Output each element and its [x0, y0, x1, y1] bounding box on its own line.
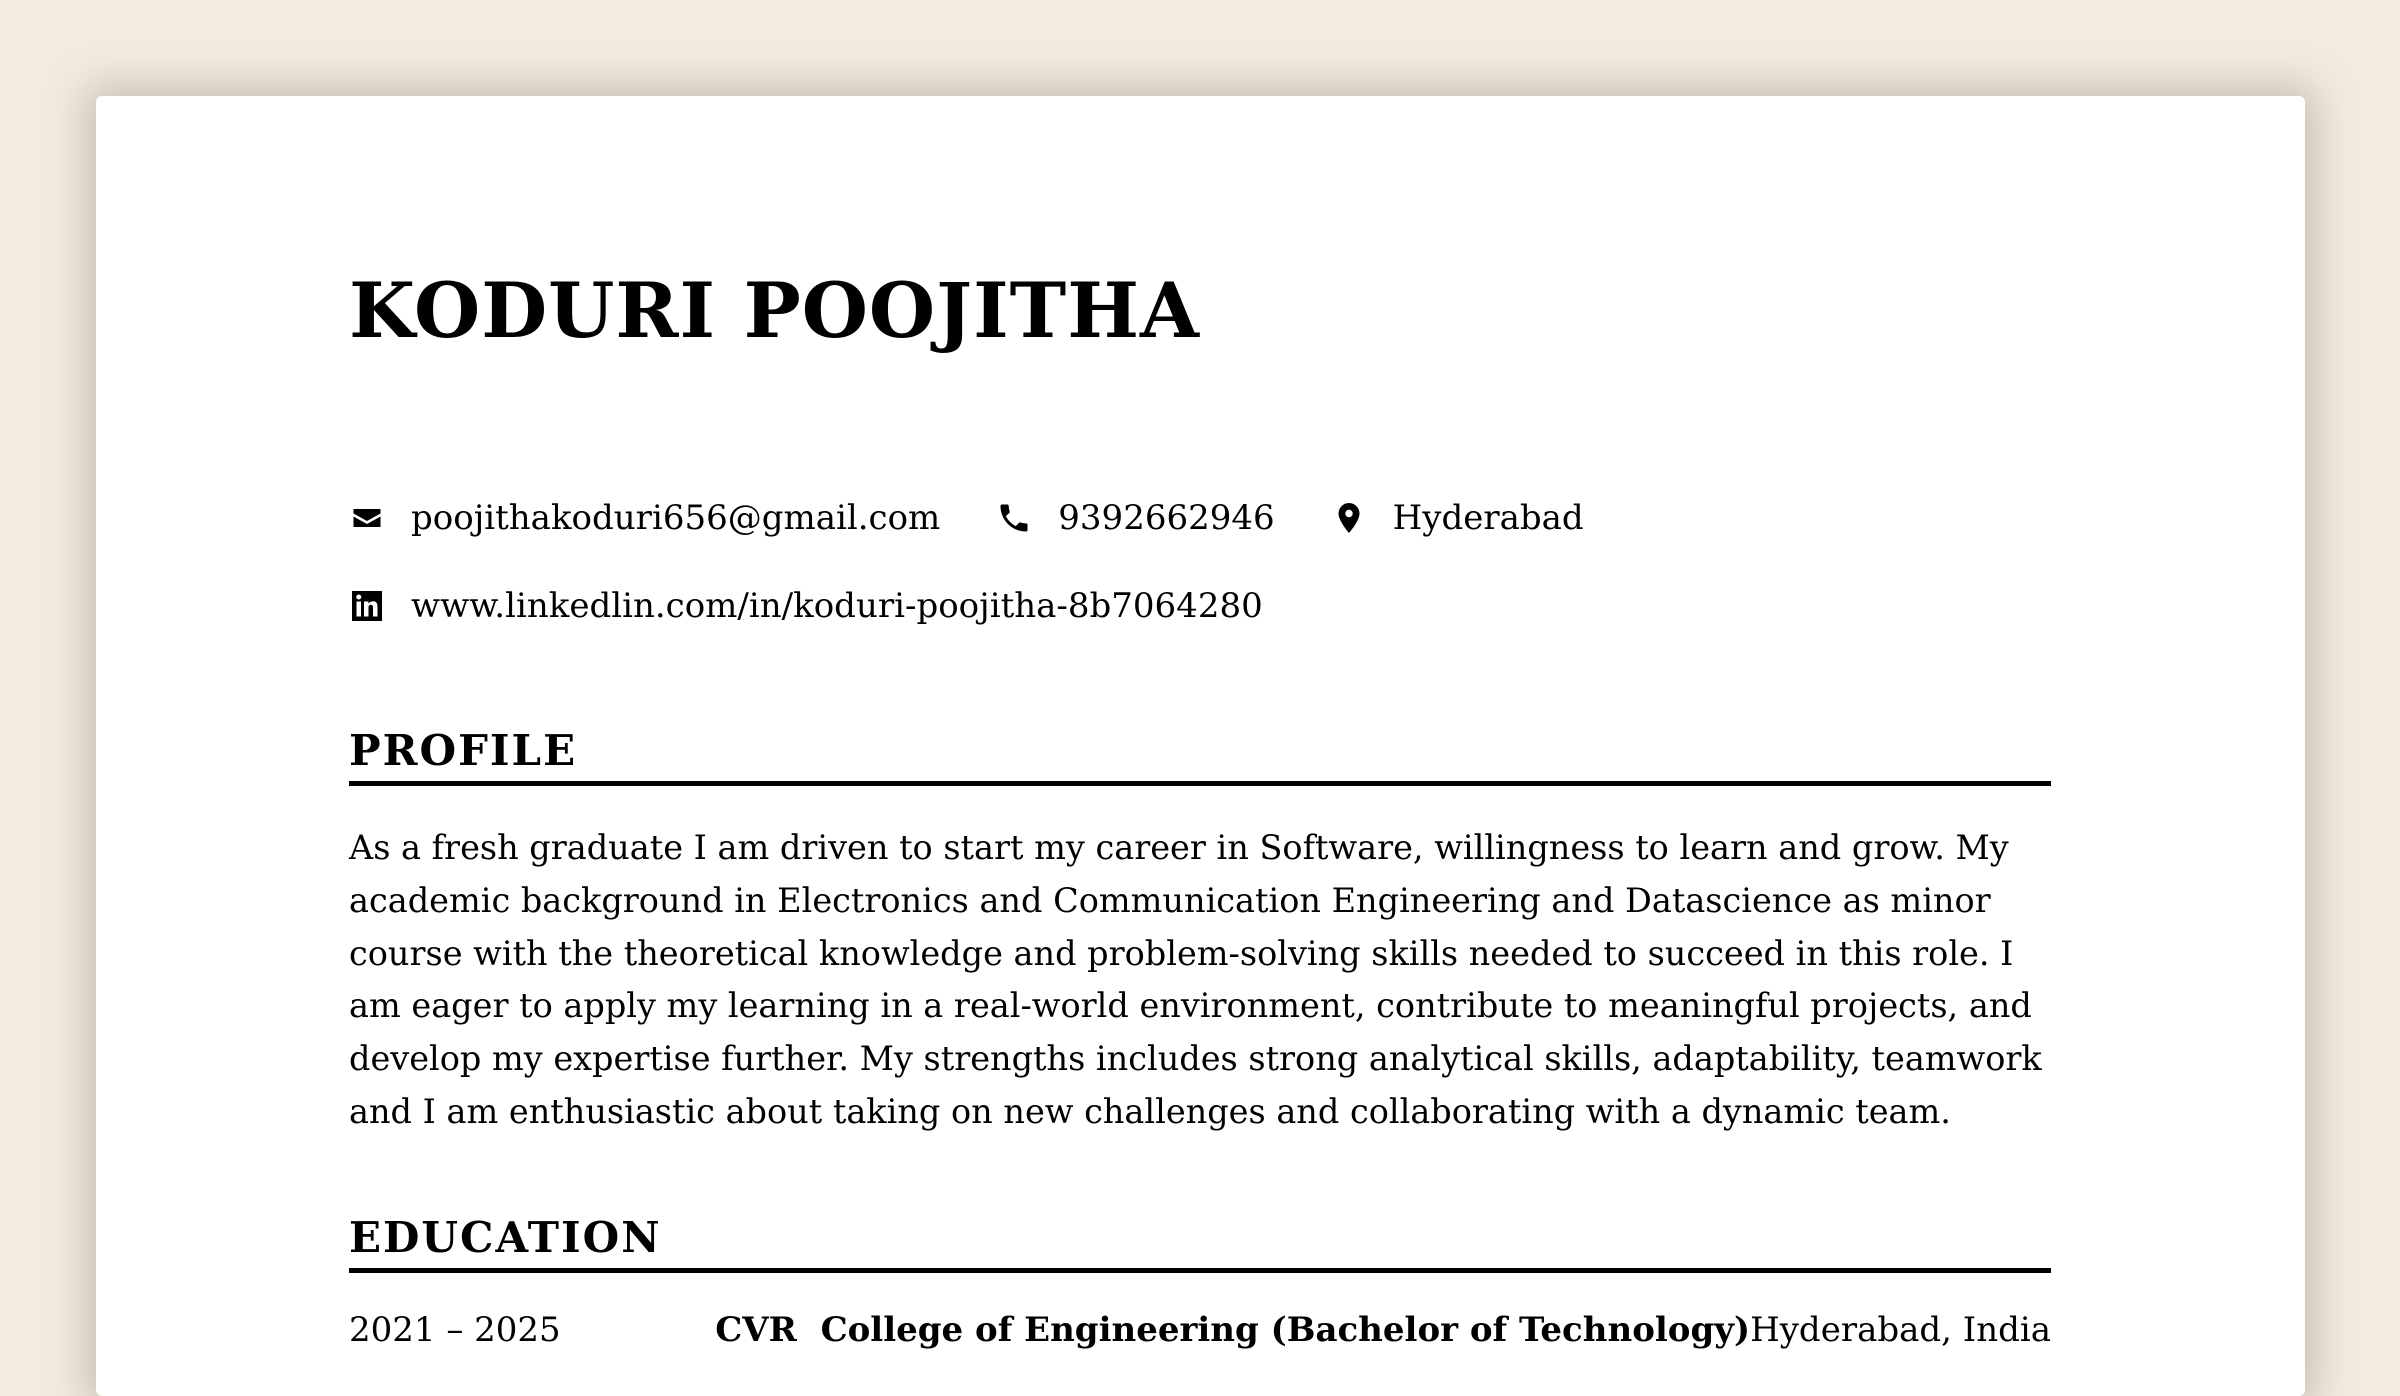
education-item: [349, 1310, 2051, 1350]
linkedin-icon: [349, 588, 385, 624]
email-text[interactable]: poojithakoduri656@gmail.com: [411, 498, 941, 538]
education-section: [349, 1213, 2051, 1273]
contact-location: [1331, 498, 1584, 538]
linkedin-link[interactable]: www.linkedlin.com/in/koduri-poojitha-8b7064280: [411, 586, 1263, 626]
phone-icon: [996, 500, 1032, 536]
education-location: Hyderabad, India: [1750, 1310, 2051, 1350]
profile-text: As a fresh graduate I am driven to start my career in Software, willingness to learn and grow. My academic background in Electronics and Communication Engineering and Datascience as minor course with the theoretical knowledge and problem-solving skills needed to succeed in this role. I am eager to apply my learning in a real-world environment, contribute to meaningful projects, and develop my expertise further. My strengths includes strong analytical skills, adaptability, teamwork and I am enthusiastic about taking on new challenges and collaborating with a dynamic team.: [349, 828, 2042, 1131]
education-years: 2021 – 2025: [349, 1310, 561, 1350]
mail-icon: [349, 500, 385, 536]
resume-page: [96, 96, 2305, 1396]
profile-section: [349, 726, 2051, 786]
contact-email: [349, 498, 940, 538]
education-institution: CVR College of Engineering (Bachelor of Technology): [715, 1310, 1751, 1350]
profile-heading: PROFILE: [349, 726, 578, 775]
phone-text[interactable]: 9392662946: [1058, 498, 1275, 538]
contact-row: [349, 498, 1640, 538]
contact-row-2: [349, 586, 1319, 626]
education-heading: EDUCATION: [349, 1213, 662, 1262]
contact-phone: [996, 498, 1274, 538]
location-text: Hyderabad: [1392, 498, 1584, 538]
contact-linkedin: [349, 586, 1263, 626]
map-pin-icon: [1331, 500, 1367, 536]
section-divider: [349, 1268, 2051, 1273]
candidate-name: KODURI POOJITHA: [349, 266, 1200, 355]
section-divider: [349, 781, 2051, 786]
